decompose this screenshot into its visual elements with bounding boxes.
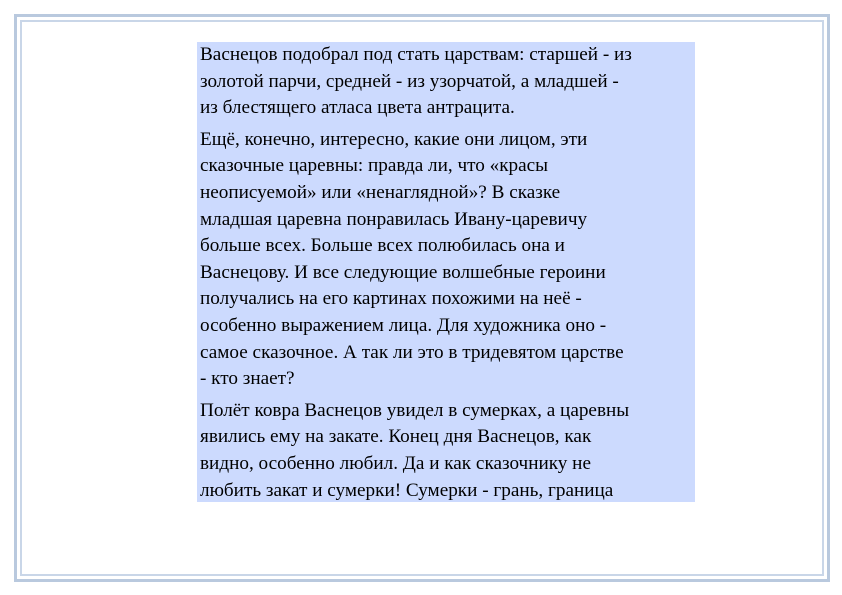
text-line: больше всех. Больше всех полюбилась она и xyxy=(200,235,565,257)
text-line: неописуемой» или «ненаглядной»? В сказке xyxy=(200,181,561,203)
text-line: Васнецову. И все следующие волшебные героини xyxy=(200,261,606,283)
paragraph-2 xyxy=(200,127,692,393)
text-line: особенно выражением лица. Для художника оно - xyxy=(200,314,607,336)
text-line: золотой парчи, средней - из узорчатой, а младшей - xyxy=(200,70,619,92)
text-line: получались на его картинах похожими на неё - xyxy=(200,288,582,310)
text-line: любить закат и сумерки! Сумерки - грань, граница xyxy=(200,479,614,501)
text-line: Полёт ковра Васнецов увидел в сумерках, а царевны xyxy=(200,399,630,421)
text-line: видно, особенно любил. Да и как сказочнику не xyxy=(200,452,591,474)
text-line: Васнецов подобрал под стать царствам: старшей - из xyxy=(200,44,632,65)
text-line: Ещё, конечно, интересно, какие они лицом, эти xyxy=(200,128,588,150)
text-line: из блестящего атласа цвета антрацита. xyxy=(200,97,515,119)
text-line: младшая царевна понравилась Ивану-царевичу xyxy=(200,208,588,230)
text-line: самое сказочное. А так ли это в тридевятом царстве xyxy=(200,341,624,363)
text-line: явились ему на закате. Конец дня Васнецов, как xyxy=(200,426,592,448)
paragraph-3 xyxy=(200,398,692,502)
text-line: сказочные царевны: правда ли, что «красы xyxy=(200,155,549,177)
text-line: - кто знает? xyxy=(200,368,295,390)
paragraph-1 xyxy=(200,42,692,122)
text-block xyxy=(197,42,695,502)
